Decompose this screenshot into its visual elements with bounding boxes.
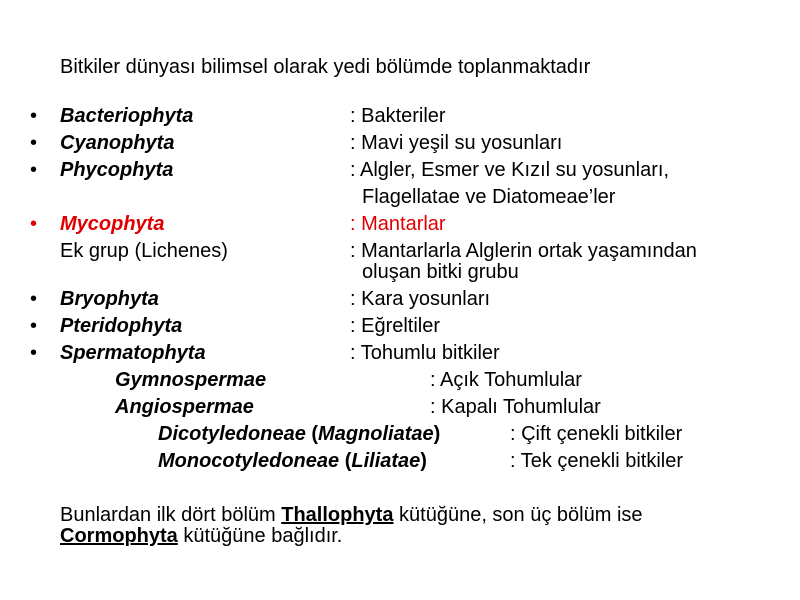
bullet: •	[30, 213, 38, 235]
item-desc: : Mantarlar	[350, 213, 446, 235]
intro-text: Bitkiler dünyası bilimsel olarak yedi bölümde toplanmaktadır	[60, 56, 591, 78]
sub-item-name: Gymnospermae	[115, 369, 267, 391]
footer-text: kütüğüne bağlıdır.	[177, 525, 343, 547]
bullet: •	[30, 105, 38, 127]
class-name: Dicotyledoneae	[158, 423, 306, 445]
item-desc: : Kara yosunları	[350, 288, 491, 310]
footer-text: Bunlardan ilk dört bölüm	[60, 504, 282, 526]
subsub-item-name	[158, 423, 440, 445]
paren-close: )	[420, 450, 427, 472]
subsub-item-name	[158, 450, 427, 472]
class-name: Monocotyledoneae	[158, 450, 340, 472]
item-name: Phycophyta	[60, 159, 174, 181]
sub-item-name: Angiospermae	[115, 396, 254, 418]
bullet: •	[30, 159, 38, 181]
paren-close: )	[433, 423, 441, 445]
item-desc: : Bakteriler	[350, 105, 446, 127]
item-name: Bacteriophyta	[60, 105, 194, 127]
bullet: •	[30, 315, 38, 337]
subsub-item-desc: : Tek çenekli bitkiler	[510, 450, 684, 472]
subsub-item-desc: : Çift çenekli bitkiler	[510, 423, 683, 445]
bullet: •	[30, 342, 38, 364]
item-name: Pteridophyta	[60, 315, 183, 337]
item-name: Cyanophyta	[60, 132, 175, 154]
footer-line-2	[60, 525, 342, 547]
bullet: •	[30, 288, 38, 310]
footer-term-thallophyta: Thallophyta	[281, 504, 394, 526]
item-desc: : Mavi yeşil su yosunları	[350, 132, 563, 154]
item-desc: : Mantarlarla Alglerin ortak yaşamından	[350, 240, 697, 262]
paren-open: (	[305, 423, 319, 445]
alt-name: Liliatae	[351, 450, 421, 472]
item-desc-continued: Flagellatae ve Diatomeae’ler	[362, 186, 616, 208]
bullet: •	[30, 132, 38, 154]
footer-term-cormophyta: Cormophyta	[60, 525, 178, 547]
item-desc-continued: oluşan bitki grubu	[362, 261, 519, 283]
item-name: Ek grup (Lichenes)	[60, 240, 228, 262]
sub-item-desc: : Açık Tohumlular	[430, 369, 582, 391]
footer-line-1	[60, 504, 643, 526]
item-desc: : Algler, Esmer ve Kızıl su yosunları,	[350, 159, 670, 181]
alt-name: Magnoliatae	[318, 423, 434, 445]
item-name: Bryophyta	[60, 288, 159, 310]
paren-open: (	[339, 450, 352, 472]
item-desc: : Tohumlu bitkiler	[350, 342, 500, 364]
item-desc: : Eğreltiler	[350, 315, 441, 337]
item-name: Spermatophyta	[60, 342, 206, 364]
item-name: Mycophyta	[60, 213, 165, 235]
footer-text: kütüğüne, son üç bölüm ise	[393, 504, 643, 526]
sub-item-desc: : Kapalı Tohumlular	[430, 396, 601, 418]
